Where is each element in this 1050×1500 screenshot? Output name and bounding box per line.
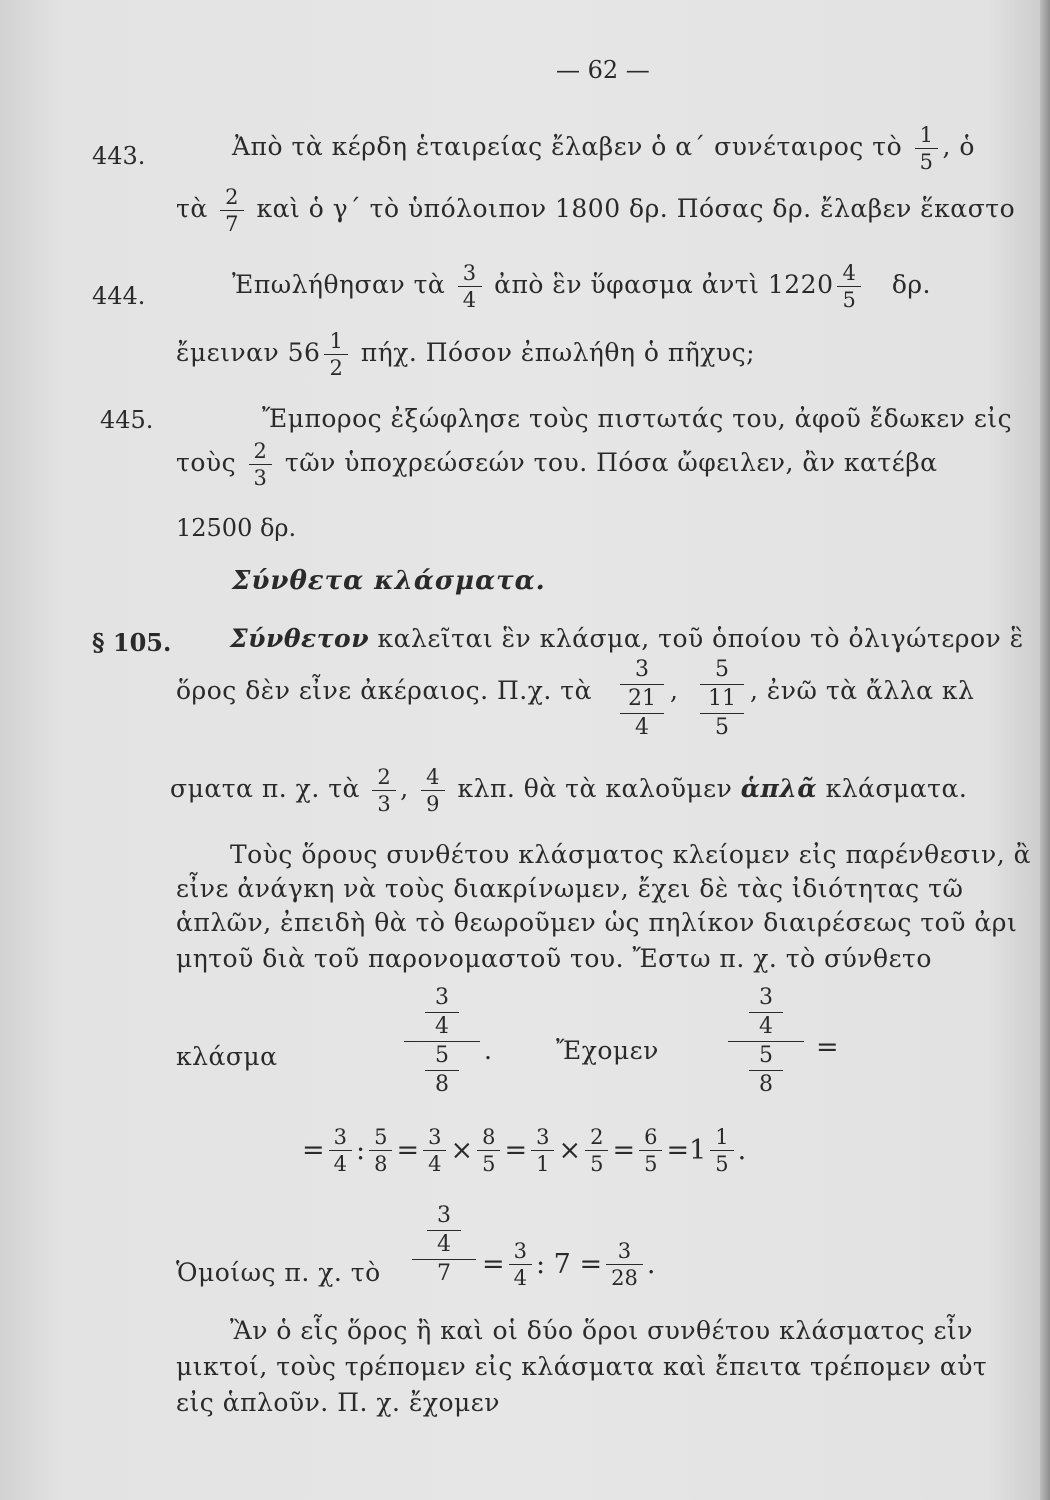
problem-443-line-1: Ἀπὸ τὰ κέρδη ἑταιρείας ἔλαβεν ὁ α΄ συνέταιρος τὸ $\frac{1}{5}$ , ὁ [232, 123, 975, 175]
section-105-line-3: σματα π. χ. τὰ $\frac{2}{3}$ , $\frac{4}{9}$ κλπ. θὰ τὰ καλοῦμεν ἁπλᾶ κλάσματα. [170, 765, 968, 817]
page-edge [1040, 0, 1050, 1500]
paragraph-3-line-3: εἰς ἁπλοῦν. Π. χ. ἔχομεν [176, 1388, 500, 1417]
problem-443-line-2: τὰ $\frac{2}{7}$ καὶ ὁ γ΄ τὸ ὑπόλοιπον 1800 δρ. Πόσας δρ. ἔλαβεν ἕκαστο [176, 185, 1016, 237]
fraction: $\frac{2}{7}$ [220, 186, 244, 235]
paragraph-3-line-1: Ἂν ὁ εἷς ὅρος ἢ καὶ οἱ δύο ὅροι συνθέτου κλάσματος εἶν [230, 1316, 973, 1345]
problem-445-line-3: 12500 δρ. [176, 514, 297, 542]
compound-fraction: 5 11 5 [700, 656, 744, 742]
fraction: $\frac{3}{1}$ [531, 1126, 554, 1175]
paragraph-3-line-2: μικτοί, τοὺς τρέπομεν εἰς κλάσματα καὶ ἔπειτα τρέπομεν αὐτ [176, 1352, 988, 1381]
problem-445-line-2: τοὺς $\frac{2}{3}$ τῶν ὑποχρεώσεών του. Πόσα ὤφειλεν, ἂν κατέβα [176, 439, 938, 491]
problem-444-line-2: ἔμειναν 56 $\frac{1}{2}$ πήχ. Πόσον ἐπωλήθη ὁ πῆχυς; [176, 329, 756, 381]
fraction: $\frac{4}{5}$ [837, 262, 861, 311]
section-heading: Σύνθετα κλάσματα. [232, 566, 546, 596]
compound-fraction: 3 4 5 8 [728, 984, 804, 1099]
example-have: Ἔχομεν [556, 1036, 659, 1065]
problem-number-443: 443. [92, 142, 146, 170]
fraction: $\frac{3}{4}$ [509, 1240, 532, 1289]
similarly-result: = $\frac{3}{4}$ : 7 = $\frac{3}{28}$ . [482, 1239, 656, 1291]
section-number: § 105. [92, 628, 172, 657]
similarly-label: Ὁμοίως π. χ. τὸ [176, 1258, 381, 1287]
paragraph-2-line-4: μητοῦ διὰ τοῦ παρονομαστοῦ του. Ἔστω π. χ. τὸ σύνθετο [176, 944, 932, 973]
problem-number-444: 444. [92, 282, 146, 310]
paragraph-2-line-3: ἁπλῶν, ἐπειδὴ θὰ τὸ θεωροῦμεν ὡς πηλίκον διαιρέσεως τοῦ ἀρι [176, 908, 1018, 937]
section-105-line-1: Σύνθετον καλεῖται ἓν κλάσμα, τοῦ ὁποίου τὸ ὀλιγώτερον ἓ [230, 624, 1024, 653]
fraction: $\frac{2}{3}$ [372, 766, 396, 815]
fraction: $\frac{1}{5}$ [710, 1126, 733, 1175]
section-105-line-2: ὅρος δὲν εἶνε ἀκέραιος. Π.χ. τὰ [176, 676, 593, 705]
fraction: $\frac{4}{9}$ [421, 766, 445, 815]
fraction: $\frac{3}{28}$ [606, 1240, 643, 1289]
problem-444-line-1: Ἐπωλήθησαν τὰ $\frac{3}{4}$ ἀπὸ ἓν ὕφασμα ἀντὶ 1220 $\frac{4}{5}$ δρ. [232, 261, 932, 313]
fraction: $\frac{1}{2}$ [324, 330, 348, 379]
fraction: $\frac{5}{8}$ [369, 1126, 392, 1175]
fraction: $\frac{6}{5}$ [639, 1126, 662, 1175]
problem-number-445: 445. [100, 406, 154, 434]
equals-sign: = [302, 1135, 325, 1167]
period: . [484, 1036, 493, 1065]
fraction: $\frac{3}{4}$ [458, 262, 482, 311]
example-label: κλάσμα [176, 1042, 278, 1071]
fraction: $\frac{3}{4}$ [423, 1126, 446, 1175]
equals-sign: = [816, 1032, 839, 1063]
section-105-line-2-end: , ἐνῶ τὰ ἄλλα κλ [750, 676, 975, 705]
fraction: $\frac{2}{3}$ [249, 440, 273, 489]
paragraph-2-line-2: εἶνε ἀνάγκη νὰ τοὺς διακρίνωμεν, ἔχει δὲ τὰς ἰδιότητας τῶ [176, 874, 964, 903]
compound-fraction: 3 21 4 [620, 656, 664, 742]
problem-445-line-1: Ἔμπορος ἐξώφλησε τοὺς πιστωτάς του, ἀφοῦ ἔδωκεν εἰς [262, 404, 1013, 433]
paragraph-2-line-1: Τοὺς ὅρους συνθέτου κλάσματος κλείομεν εἰς παρένθεσιν, ἂ [230, 840, 1032, 869]
fraction: $\frac{3}{4}$ [329, 1126, 352, 1175]
compound-fraction: 3 4 5 8 [404, 984, 480, 1099]
fraction: $\frac{8}{5}$ [477, 1126, 500, 1175]
page-number: — 62 — [556, 56, 650, 84]
calculation-chain: = $\frac{3}{4}$ : $\frac{5}{8}$ = $\frac{3}{4}$ × $\frac{8}{5}$ = $\frac{3}{1}$ × $\frac{2}{5}$ = $\frac{6}{5}$ =1 $\frac{1}{5}$ . [302, 1125, 747, 1177]
fraction: $\frac{2}{5}$ [585, 1126, 608, 1175]
fraction: $\frac{1}{5}$ [915, 124, 939, 173]
comma: , [670, 676, 679, 705]
compound-fraction: 3 4 7 [412, 1202, 476, 1288]
